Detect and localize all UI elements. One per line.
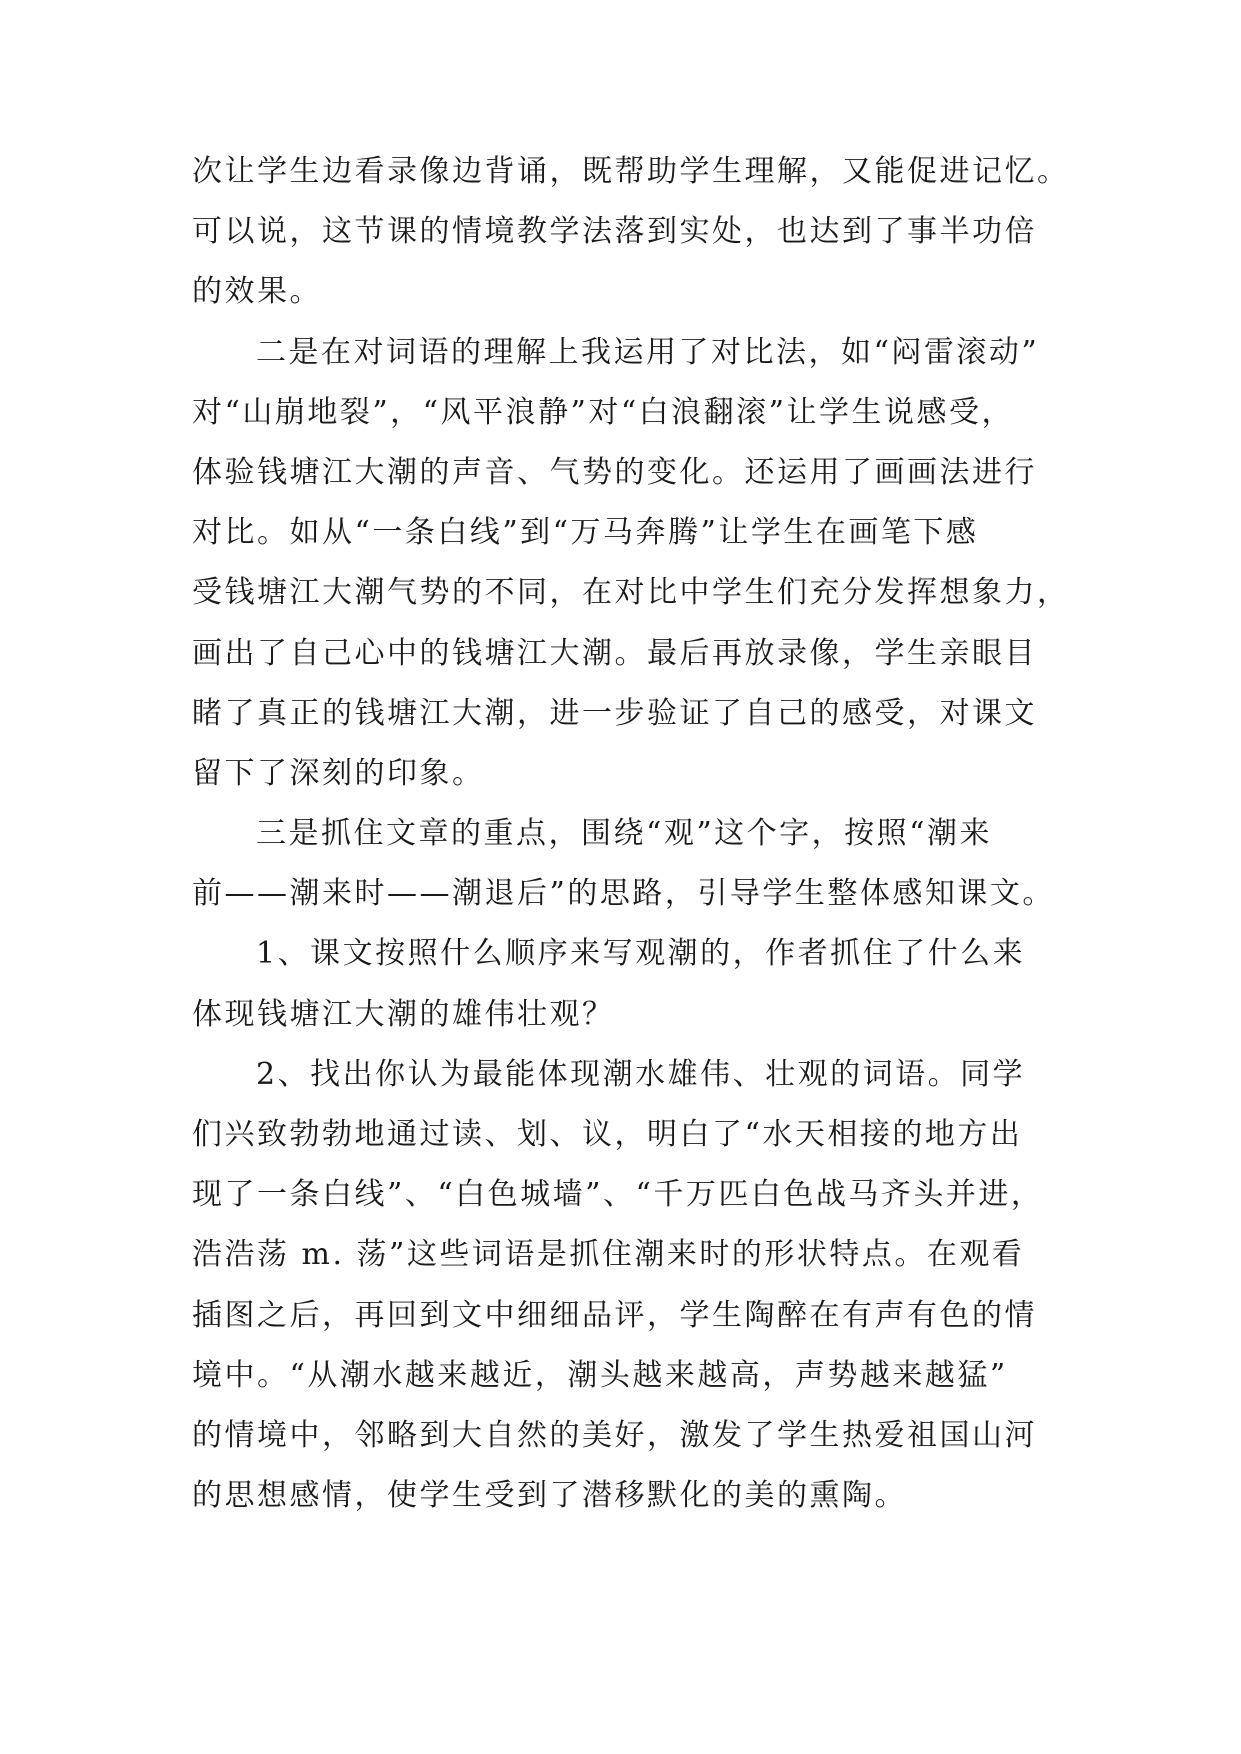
text-line: 前——潮来时——潮退后”的思路，引导学生整体感知课文。 <box>192 876 1055 912</box>
text-line: 们兴致勃勃地通过读、划、议，明白了“水天相接的地方出 <box>192 1117 1023 1152</box>
text-line: 三是抓住文章的重点，围绕“观”这个字，按照“潮来 <box>256 816 993 852</box>
text-line: 浩浩荡 m. 荡”这些词语是抓住潮来时的形状特点。在观看 <box>192 1237 1025 1273</box>
text-line: 对比。如从“一条白线”到“万马奔腾”让学生在画笔下感 <box>192 515 979 551</box>
text-line: 对“山崩地裂”，“风平浪静”对“白浪翻滚”让学生说感受， <box>192 394 1015 430</box>
text-line: 的思想感情，使学生受到了潜移默化的美的熏陶。 <box>192 1478 907 1514</box>
text-line: 境中。“从潮水越来越近，潮头越来越高，声势越来越猛” <box>192 1357 1008 1393</box>
text-line: 的效果。 <box>192 274 322 310</box>
text-line: 次让学生边看录像边背诵，既帮助学生理解，又能促进记忆。 <box>192 154 1070 189</box>
text-line: 插图之后，再回到文中细细品评，学生陶醉在有声有色的情 <box>192 1297 1037 1333</box>
text-line: 的情境中，邻略到大自然的美好，激发了学生热爱祖国山河 <box>192 1417 1037 1453</box>
text-line: 留下了深刻的印象。 <box>192 755 485 791</box>
text-line: 二是在对词语的理解上我运用了对比法，如“闷雷滚动” <box>256 334 1040 370</box>
text-line: 体现钱塘江大潮的雄伟壮观？ <box>192 996 615 1032</box>
text-line: 现了一条白线”、“白色城墙”、“千万匹白色战马齐头并进， <box>192 1177 1044 1213</box>
text-line: 可以说，这节课的情境教学法落到实处，也达到了事半功倍 <box>192 214 1037 250</box>
text-line: 1、课文按照什么顺序来写观潮的，作者抓住了什么来 <box>256 936 1026 972</box>
text-line: 画出了自己心中的钱塘江大潮。最后再放录像，学生亲眼目 <box>192 635 1037 671</box>
text-line: 睹了真正的钱塘江大潮，进一步验证了自己的感受，对课文 <box>192 695 1037 731</box>
text-line: 体验钱塘江大潮的声音、气势的变化。还运用了画画法进行 <box>192 454 1037 490</box>
text-line: 受钱塘江大潮气势的不同，在对比中学生们充分发挥想象力， <box>192 575 1070 611</box>
document-body <box>192 142 1070 1526</box>
text-line: 2、找出你认为最能体现潮水雄伟、壮观的词语。同学 <box>256 1056 1026 1092</box>
